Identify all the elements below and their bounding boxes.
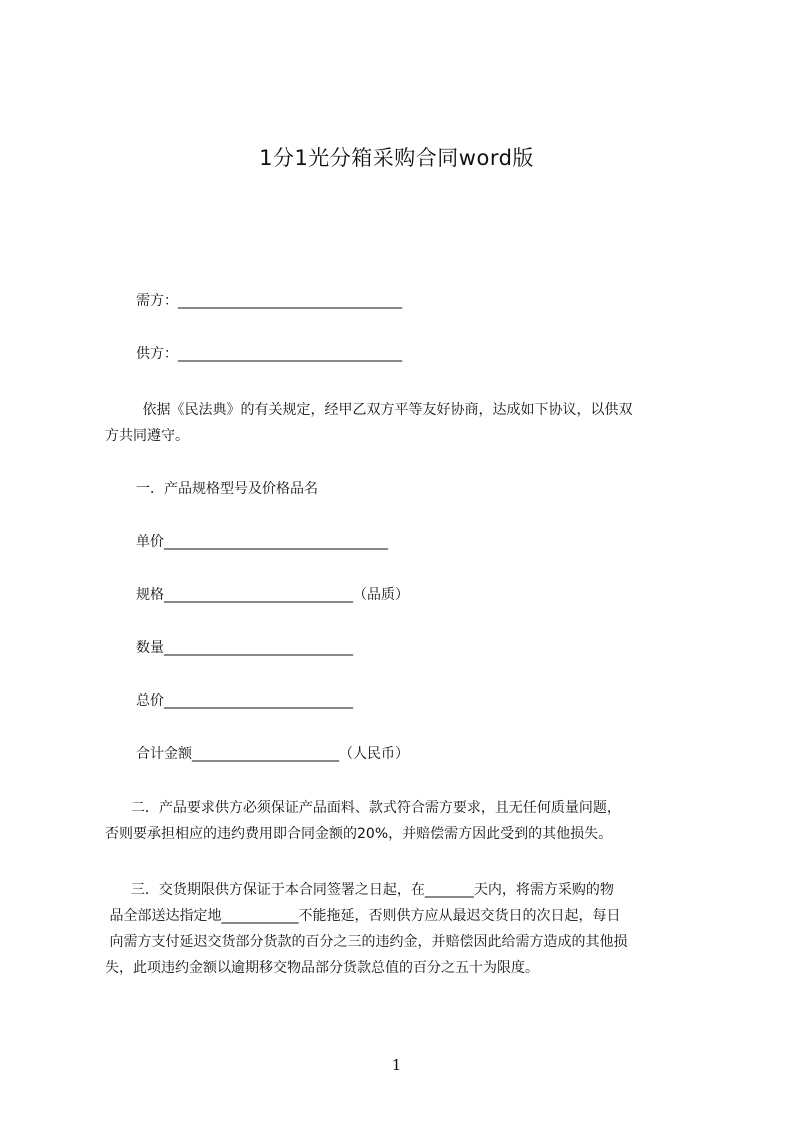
- section1-heading: 一．产品规格型号及价格品名: [136, 481, 318, 497]
- section3-line-3: 向需方支付延迟交货部分货款的百分之三的违约金，并赔偿因此给需方造成的其他损: [105, 934, 628, 950]
- preamble-line-1: 依据《民法典》的有关规定，经甲乙双方平等友好协商，达成如下协议，以供双: [138, 402, 633, 418]
- unit-price-line: 单价________________________________: [136, 534, 388, 550]
- spec-line: 规格___________________________（品质）: [136, 587, 409, 603]
- preamble-line-2: 方共同遵守。: [105, 428, 189, 444]
- quantity-line: 数量___________________________: [136, 640, 353, 656]
- total-amount-line: 合计金额_____________________（人民币）: [136, 746, 409, 762]
- section2-line-2: 否则要承担相应的违约费用即合同金额的20%，并赔偿需方因此受到的其他损失。: [105, 826, 613, 842]
- supplier-line: 供方：________________________________: [136, 346, 402, 362]
- total-price-line: 总价___________________________: [136, 693, 353, 709]
- section3-line-1: 三．交货期限供方保证于本合同签署之日起，在_______天内，将需方采购的物: [122, 882, 614, 898]
- section2-line-1: 二．产品要求供方必须保证产品面料、款式符合需方要求，且无任何质量问题，: [122, 800, 621, 816]
- page-title: 1分1光分箱采购合同word版: [259, 146, 534, 170]
- section3-line-4: 失，此项违约金额以逾期移交物品部分货款总值的百分之五十为限度。: [105, 960, 539, 976]
- buyer-line: 需方：________________________________: [136, 293, 402, 309]
- section3-line-2: 品全部送达指定地___________不能拖延，否则供方应从最迟交货日的次日起，每日: [105, 908, 621, 924]
- page-number: 1: [391, 1056, 402, 1074]
